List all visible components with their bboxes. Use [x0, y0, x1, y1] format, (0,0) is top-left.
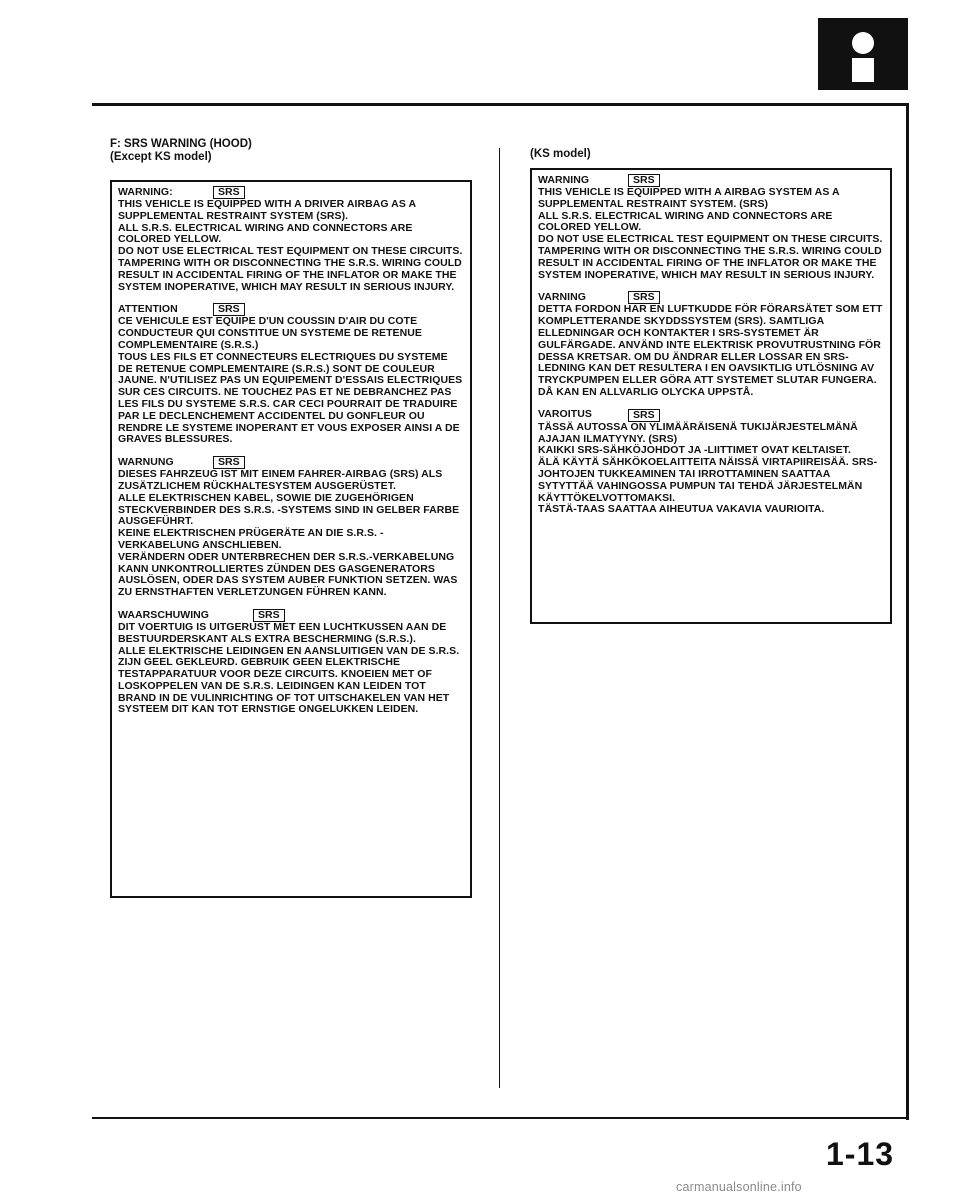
paragraph: VERÄNDERN ODER UNTERBRECHEN DER S.R.S.-VERKABELUNG KANN UNKONTROLLIERTES ZÜNDEN DES GASGENERATORS AUSLÖSEN, ODER DAS SYSTEM AUBER FUNKTION SETZEN. WAS ZU ERNSTHAFTEN VERLETZUNGEN FÜHREN KANN. [118, 550, 458, 599]
paragraph: DIT VOERTUIG IS UITGERUST MET EEN LUCHTKUSSEN AAN DE BESTUURDERSKANT ALS EXTRA BESCHERMING (S.R.S.). [118, 620, 447, 645]
info-icon-bar [852, 58, 874, 82]
left-heading-line1: F: SRS WARNING (HOOD) [110, 138, 252, 150]
paragraph: KAIKKI SRS-SÄHKÖJOHDOT JA -LIITTIMET OVAT KELTAISET. [538, 444, 851, 457]
paragraph: ÄLÄ KÄYTÄ SÄHKÖKOELAITTEITA NÄISSÄ VIRTAPIIREISÄÄ. SRS-JOHTOJEN TUKKEAMINEN TAI IRROTTAMINEN SAATTAA SYTYTTÄÄ VAHINGOSSA PUMPUN TAI TEHDÄ JÄRJESTELMÄN KÄYTTÖKELVOTTOMAKSI. [538, 456, 878, 504]
info-icon [818, 18, 908, 90]
section-title: VARNING [538, 290, 586, 303]
paragraph: KEINE ELEKTRISCHEN PRÜGERÄTE AN DIE S.R.S. -VERKABELUNG ANSCHLIEBEN. [118, 527, 384, 551]
section-title: VAROITUS [538, 408, 592, 421]
paragraph: TAMPERING WITH OR DISCONNECTING THE S.R.S. WIRING COULD RESULT IN ACCIDENTAL FIRING OF THE INFLATOR OR MAKE THE SYSTEM INOPERATIVE, WHICH MAY RESULT IN SERIOUS INJURY. [538, 244, 882, 281]
section-title: WARNING [538, 173, 590, 186]
srs-warning-box-except-ks [110, 180, 472, 898]
paragraph: TÄSSÄ AUTOSSA ON YLIMÄÄRÄISENÄ TUKIJÄRJESTELMÄNÄ AJAJAN ILMATYYNY. (SRS) [538, 420, 858, 445]
paragraph: ALL S.R.S. ELECTRICAL WIRING AND CONNECTORS ARE COLORED YELLOW. [118, 221, 413, 246]
warning-section-english [118, 186, 464, 293]
section-title: WAARSCHUWING [118, 608, 210, 621]
paragraph: THIS VEHICLE IS EQUIPPED WITH A AIRBAG SYSTEM AS A SUPPLEMENTAL RESTRAINT SYSTEM. (SRS) [538, 186, 840, 210]
srs-badge: SRS [213, 303, 245, 316]
left-heading-line2: (Except KS model) [110, 151, 212, 163]
paragraph: DO NOT USE ELECTRICAL TEST EQUIPMENT ON THESE CIRCUITS. [118, 245, 463, 258]
right-column-heading [530, 148, 591, 161]
right-rule [906, 103, 909, 1120]
warning-section-french [118, 303, 464, 446]
section-title: WARNUNG [118, 455, 174, 468]
srs-badge: SRS [628, 409, 660, 422]
srs-warning-box-ks [530, 168, 892, 624]
page-number: 1-13 [826, 1136, 895, 1172]
paragraph: TOUS LES FILS ET CONNECTEURS ELECTRIQUES DU SYSTEME DE RETENUE COMPLEMENTAIRE (S.R.S.) SONT DE COULEUR JAUNE. N'UTILISEZ PAS UN EQUIPEMENT D'ESSAIS ELECTRIQUES SUR CES CIRCUITS. NE TOUCHEZ PAS ET NE DEBRANCHEZ PAS LES FILS DU SYSTEME S.R.S. CAR CECI POURRAIT DE TRADUIRE PAR LE DECLENCHEMENT ACCIDENTEL DU GONFLEUR OU RENDRE LE SYSTEME INOPERANT ET VOUS EXPOSER AINSI A DE GRAVES BLESSURES. [118, 350, 463, 446]
watermark: carmanualsonline.info [676, 1180, 802, 1194]
paragraph: ALLE ELEKTRISCHE LEIDINGEN EN AANSLUITIGEN VAN DE S.R.S. ZIJN GEEL GEKLEURD. GEBRUIK GEEN ELEKTRISCHE TESTAPPARATUUR VOOR DEZE CIRCUITS. KNOEIEN MET OF LOSKOPPELEN VAN DE S.R.S. LEIDINGEN KAN LEIDEN TOT BRAND IN DE VULINRICHTING OF TOT UITSCHAKELEN VAN HET SYSTEEM DIT KAN TOT ERNSTIGE ONGELUKKEN LEIDEN. [118, 644, 460, 716]
bottom-rule [92, 1117, 909, 1119]
srs-badge: SRS [213, 186, 245, 199]
column-divider [499, 148, 500, 1088]
srs-badge: SRS [628, 174, 660, 187]
warning-section-finnish [538, 409, 884, 516]
section-title: WARNING: [118, 185, 173, 198]
section-title: ATTENTION [118, 302, 178, 315]
warning-section-english-ks [538, 174, 884, 281]
paragraph: THIS VEHICLE IS EQUIPPED WITH A DRIVER AIRBAG AS A SUPPLEMENTAL RESTRAINT SYSTEM (SRS). [118, 198, 416, 222]
srs-badge: SRS [253, 609, 285, 622]
paragraph: TÄSTÄ-TAAS SAATTAA AIHEUTUA VAKAVIA VAURIOITA. [538, 503, 825, 516]
paragraph: DETTA FORDON HAR EN LUFTKUDDE FÖR FÖRARSÄTET SOM ETT KOMPLETTERANDE SKYDDSSYSTEM (SRS). SAMTLIGA ELLEDNINGAR OCH KONTAKTER I SRS-SYSTEMET ÄR GULFÄRGADE. ANVÄND INTE ELEKTRISK PROVUTRUSTNING FÖR DESSA KRETSAR. OM DU ÄNDRAR ELLER LOSSAR EN SRS-LEDNING KAN DET RESULTERA I EN OAVSIKTLIG UTLÖSNING AV TRYCKPUMPEN ELLER GÖRA ATT SYSTEMET SLUTAR FUNGERA. DÅ KAN EN ALLVARLIG OLYCKA UPPSTÅ. [538, 303, 883, 398]
top-rule [92, 103, 908, 106]
paragraph: CE VEHICULE EST EQUIPE D'UN COUSSIN D'AIR DU COTE CONDUCTEUR QUI CONSTITUE UN SYSTEME DE RETENUE COMPLEMENTAIRE (S.R.S.) [118, 315, 422, 351]
warning-section-german [118, 456, 464, 599]
srs-badge: SRS [213, 456, 245, 469]
info-icon-dot [852, 32, 874, 54]
warning-section-swedish [538, 291, 884, 398]
paragraph: ALL S.R.S. ELECTRICAL WIRING AND CONNECTORS ARE COLORED YELLOW. [538, 209, 833, 234]
paragraph: TAMPERING WITH OR DISCONNECTING THE S.R.S. WIRING COULD RESULT IN ACCIDENTAL FIRING OF THE INFLATOR OR MAKE THE SYSTEM INOPERATIVE, WHICH MAY RESULT IN SERIOUS INJURY. [118, 256, 462, 293]
warning-section-dutch [118, 609, 464, 716]
paragraph: DO NOT USE ELECTRICAL TEST EQUIPMENT ON THESE CIRCUITS. [538, 233, 883, 246]
right-heading-line1: (KS model) [530, 148, 591, 160]
paragraph: ALLE ELEKTRISCHEN KABEL, SOWIE DIE ZUGEHÖRIGEN STECKVERBINDER DES S.R.S. -SYSTEMS SIND IN GELBER FARBE AUSGEFÜHRT. [118, 491, 460, 528]
paragraph: DIESES FAHRZEUG IST MIT EINEM FAHRER-AIRBAG (SRS) ALS ZUSÄTZLICHEM RÜCKHALTESYSTEM AUSGERÜSTET. [118, 468, 443, 492]
left-column-heading [110, 138, 252, 164]
srs-badge: SRS [628, 291, 660, 304]
